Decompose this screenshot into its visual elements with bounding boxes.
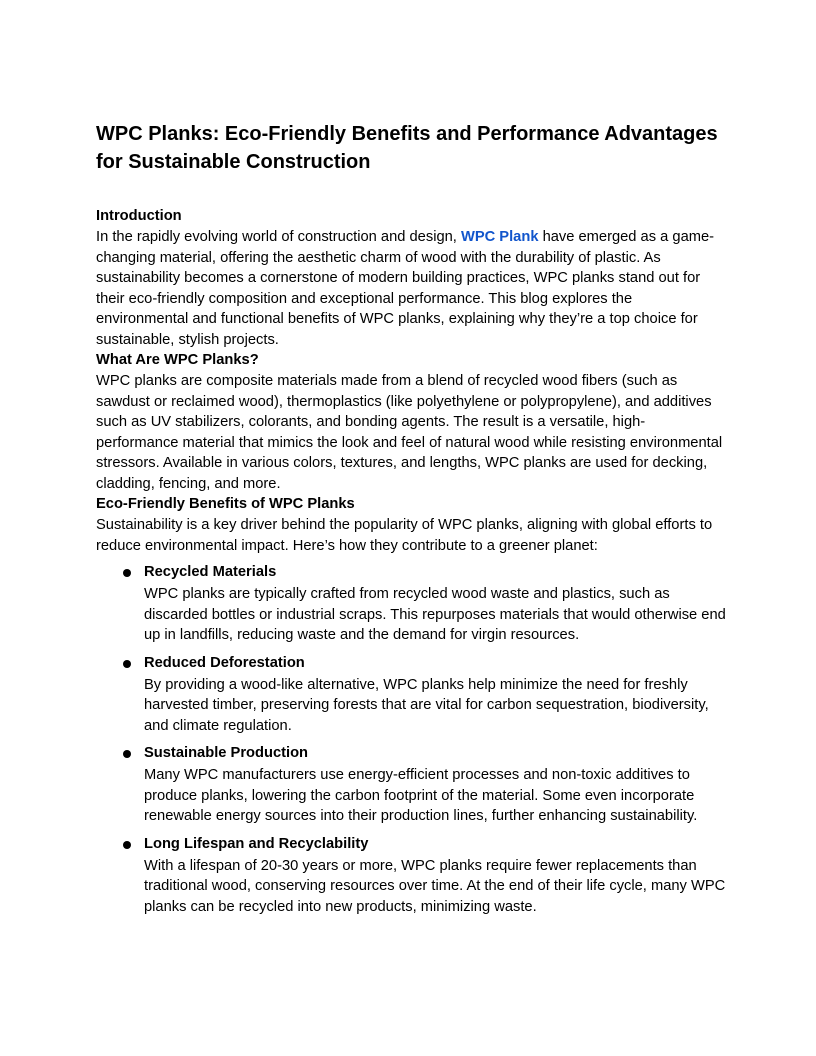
- eco-benefits-intro: Sustainability is a key driver behind the popularity of WPC planks, aligning with global efforts to reduce environmental impact. Here’s how they contribute to a greener planet:: [96, 517, 713, 554]
- introduction-heading: Introduction: [96, 208, 182, 224]
- list-item-title: Sustainable Production: [144, 745, 309, 761]
- bullet-icon: [123, 750, 131, 758]
- introduction-text-after-link: have emerged as a game-changing material, offering the aesthetic charm of wood with the durability of plastic. As sustainability becomes a cornerstone of modern building practices, WPC planks stand out for their eco-friendly composition and exceptional performance. This blog explores the environmental and functional benefits of WPC planks, explaining why they’re a top choice for sustainable, stylish projects.: [96, 229, 715, 348]
- document-title: WPC Planks: Eco-Friendly Benefits and Performance Advantages for Sustainable Construction: [96, 123, 718, 173]
- what-are-heading: What Are WPC Planks?: [96, 352, 259, 368]
- list-item: [96, 653, 726, 737]
- benefits-list: [96, 562, 726, 917]
- list-item-body: With a lifespan of 20-30 years or more, WPC planks require fewer replacements than traditional wood, conserving resources over time. At the end of their life cycle, many WPC planks can be recycled into new products, minimizing waste.: [144, 857, 726, 915]
- what-are-paragraph: WPC planks are composite materials made from a blend of recycled wood fibers (such as sawdust or reclaimed wood), thermoplastics (like polyethylene or polypropylene), and additives such as UV stabilizers, colorants, and bonding agents. The result is a versatile, high-performance material that mimics the look and feel of natural wood while resisting environmental stressors. Available in various colors, textures, and lengths, WPC planks are used for decking, cladding, fencing, and more.: [96, 373, 723, 492]
- what-are-section: [96, 350, 726, 494]
- document-page: [96, 120, 726, 924]
- bullet-icon: [123, 660, 131, 668]
- introduction-text-before-link: In the rapidly evolving world of construction and design,: [96, 229, 461, 245]
- list-item-body: WPC planks are typically crafted from recycled wood waste and plastics, such as discarded bottles or industrial scraps. This repurposes materials that would otherwise end up in landfills, reducing waste and the demand for virgin resources.: [144, 586, 726, 643]
- bullet-icon: [123, 841, 131, 849]
- list-item: [96, 562, 726, 646]
- list-item: [96, 743, 726, 827]
- eco-benefits-heading: Eco-Friendly Benefits of WPC Planks: [96, 496, 355, 512]
- list-item: [96, 834, 726, 918]
- bullet-icon: [123, 569, 131, 577]
- list-item-title: Reduced Deforestation: [144, 654, 305, 671]
- wpc-plank-link[interactable]: WPC Plank: [460, 229, 539, 245]
- introduction-section: [96, 206, 726, 350]
- list-item-body: By providing a wood-like alternative, WPC planks help minimize the need for freshly harvested timber, preserving forests that are vital for carbon sequestration, biodiversity, and climate regulation.: [144, 676, 709, 734]
- introduction-paragraph: [96, 227, 726, 350]
- list-item-title: Recycled Materials: [144, 564, 277, 580]
- list-item-body: Many WPC manufacturers use energy-efficient processes and non-toxic additives to produce planks, lowering the carbon footprint of the material. Some even incorporate renewable energy sources into their production lines, further enhancing sustainability.: [144, 767, 698, 824]
- eco-benefits-section: [96, 494, 726, 917]
- list-item-title: Long Lifespan and Recyclability: [144, 835, 369, 852]
